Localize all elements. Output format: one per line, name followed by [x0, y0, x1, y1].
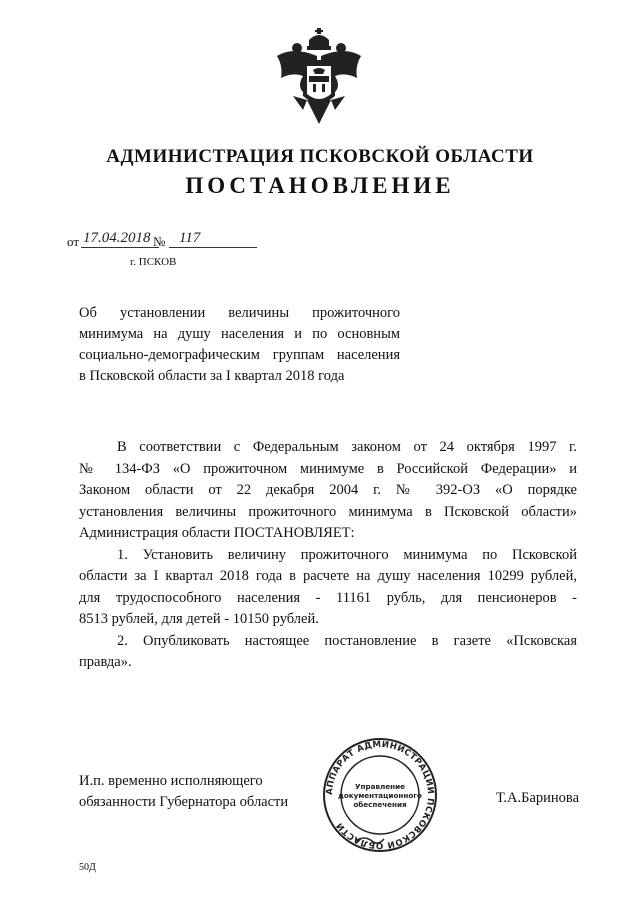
subject-line: Об установлении величины прожиточного	[79, 305, 400, 321]
body-line: установления величины прожиточного минимума в Псковской области»	[79, 503, 577, 520]
subject-line: минимума на душу населения и по основным	[79, 326, 400, 342]
pskov-coat-of-arms-icon	[273, 26, 365, 126]
document-body	[79, 437, 577, 674]
signatory-name: Т.А.Баринова	[496, 790, 579, 806]
organization-title: АДМИНИСТРАЦИЯ ПСКОВСКОЙ ОБЛАСТИ	[106, 146, 534, 167]
date-prefix: от	[67, 234, 80, 249]
date-underline	[81, 247, 159, 248]
handwritten-date: 17.04.2018	[83, 230, 151, 246]
body-line: 8513 рублей, для детей - 10150 рублей.	[79, 611, 319, 627]
signatory-title-line: И.п. временно исполняющего	[79, 773, 263, 789]
body-line: правда».	[79, 654, 132, 670]
stamp-center-line: документационного	[338, 791, 422, 800]
body-line: области за I квартал 2018 года в расчете на душу населения 10299 рублей,	[79, 568, 577, 584]
body-line: № 134-ФЗ «О прожиточном минимуме в Российской Федерации» и	[79, 460, 577, 477]
subject-line: в Псковской области за I квартал 2018 года	[79, 368, 345, 384]
handwritten-number: 117	[179, 230, 201, 246]
stamp-center-line: обеспечения	[353, 800, 407, 809]
number-prefix: №	[153, 234, 166, 249]
body-line: Администрация области ПОСТАНОВЛЯЕТ:	[79, 525, 355, 541]
body-line: В соответствии с Федеральным законом от 24 октября 1997 г.	[117, 439, 577, 455]
stamp-center-line: Управление	[354, 782, 406, 791]
body-line: 1. Установить величину прожиточного минимума по Псковской	[117, 546, 577, 563]
number-underline	[169, 247, 257, 248]
city-label: г. ПСКОВ	[130, 256, 177, 268]
signatory-title-line: обязанности Губернатора области	[79, 794, 289, 810]
official-stamp	[316, 737, 444, 853]
body-line: Законом области от 22 декабря 2004 г. № 392-ОЗ «О порядке	[79, 482, 577, 498]
body-line: для трудоспособного населения - 11161 рубль, для пенсионеров -	[79, 589, 577, 606]
document-type-title: ПОСТАНОВЛЕНИЕ	[185, 173, 455, 198]
date-number-line	[67, 230, 267, 250]
body-line: 2. Опубликовать настоящее постановление в газете «Псковская	[117, 632, 577, 649]
stamp-ring-text: АППАРАТ АДМИНИСТРАЦИИ ПСКОВСКОЙ ОБЛАСТИ	[324, 739, 436, 851]
document-code: 50Д	[79, 862, 96, 873]
signatory-title	[79, 771, 288, 813]
document-subject	[79, 303, 400, 387]
subject-line: социально-демографическим группам населения	[79, 347, 400, 363]
